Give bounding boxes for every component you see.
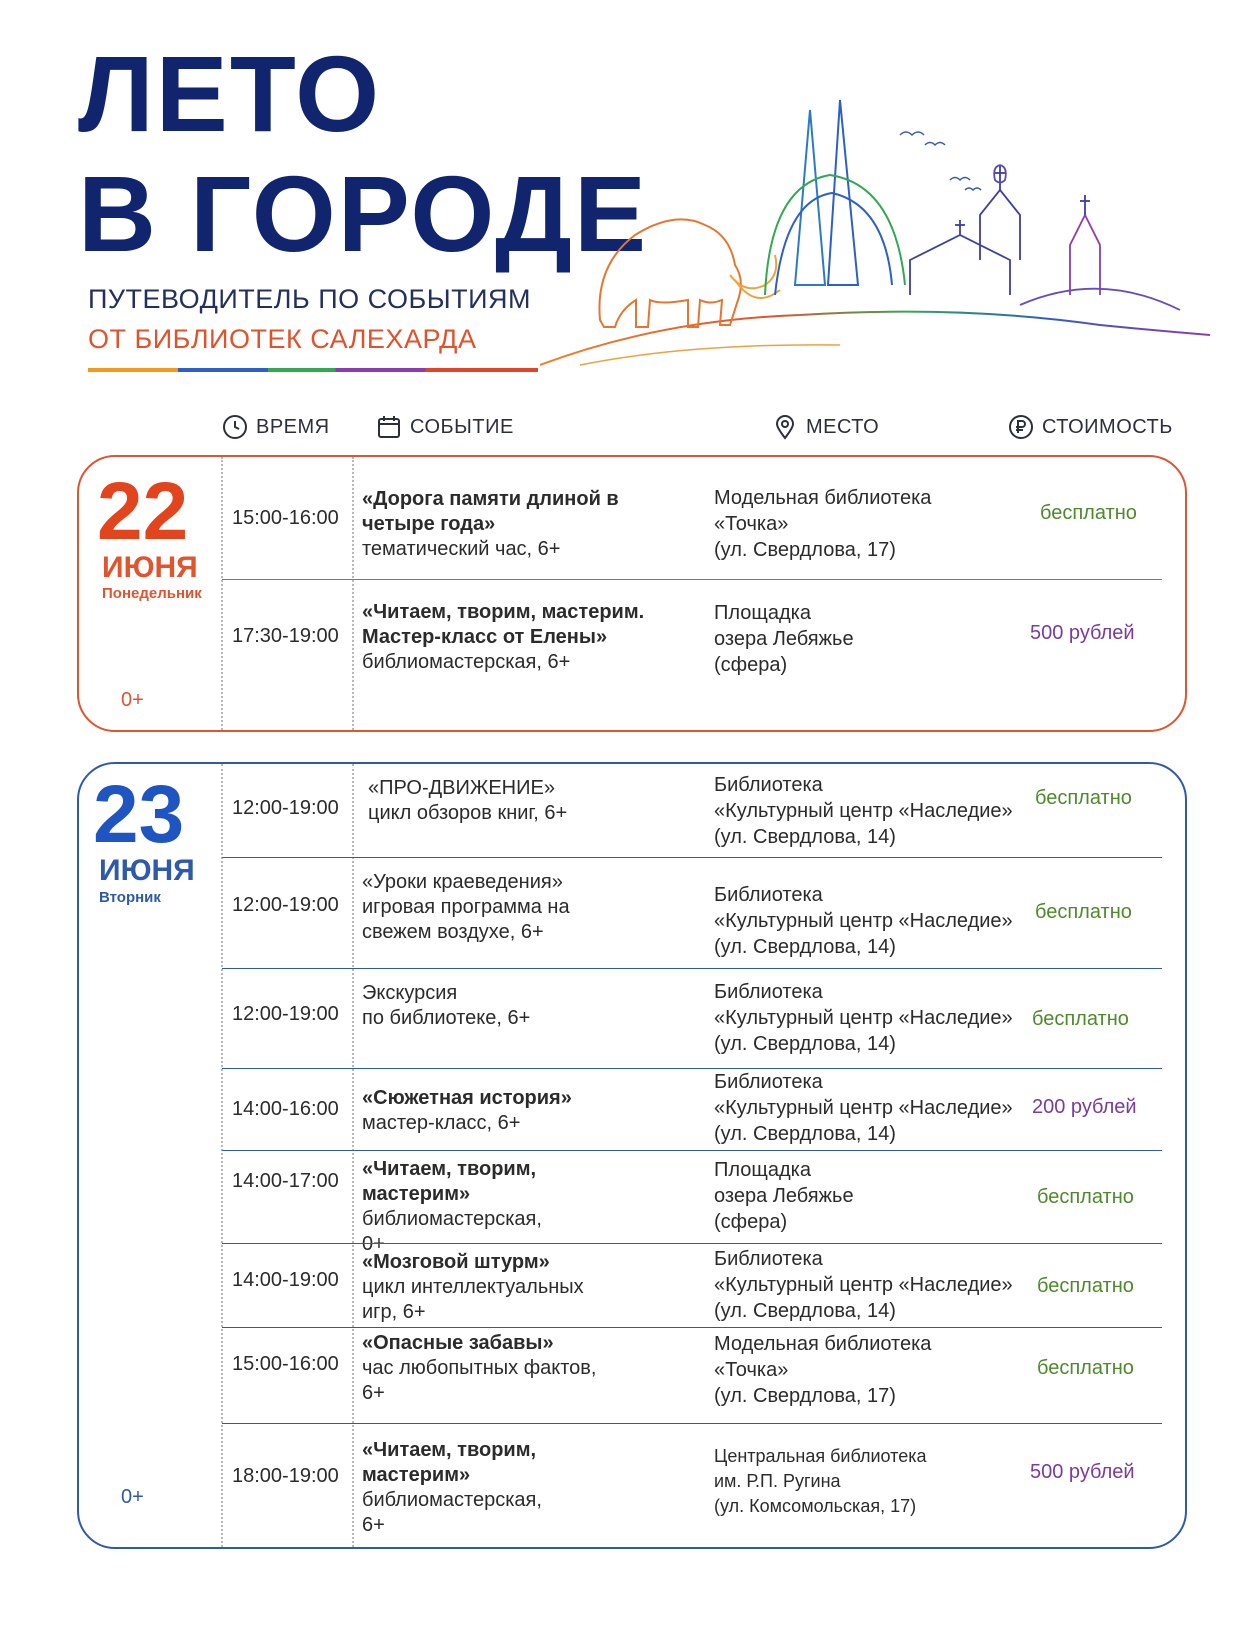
event-place — [714, 1069, 1034, 1147]
place-line: им. Р.П. Ругина — [714, 1471, 841, 1491]
event-time: 14:00-16:00 — [232, 1098, 339, 1120]
event-time: 15:00-16:00 — [232, 1353, 339, 1375]
day-month: ИЮНЯ — [99, 854, 195, 887]
subtitle-guide: ПУТЕВОДИТЕЛЬ ПО СОБЫТИЯМ — [88, 284, 532, 314]
mammoth-icon — [599, 219, 780, 327]
day-month: ИЮНЯ — [102, 551, 198, 584]
calendar-icon — [376, 414, 402, 440]
event-subtitle: час любопытных фактов, 6+ — [362, 1357, 597, 1404]
monument-icon — [765, 100, 905, 295]
poster-title-line2: В ГОРОДЕ — [78, 153, 648, 274]
subtitle-libraries: ОТ БИБЛИОТЕК САЛЕХАРДА — [88, 324, 477, 354]
event-info — [362, 600, 662, 675]
event-title: «Сюжетная история» — [362, 1087, 572, 1109]
event-subtitle: по библиотеке, 6+ — [362, 1007, 531, 1029]
place-line: озера Лебяжье — [714, 1185, 854, 1207]
column-label-event: СОБЫТИЕ — [410, 415, 514, 438]
event-price: 500 рублей — [1030, 1461, 1135, 1483]
event-price: бесплатно — [1040, 502, 1137, 524]
place-line: «Культурный центр «Наследие» — [714, 1274, 1013, 1296]
column-header-event — [376, 414, 514, 440]
place-line: (ул. Комсомольская, 17) — [714, 1496, 917, 1516]
event-subtitle: игровая программа на свежем воздухе, 6+ — [362, 896, 570, 943]
age-rating: 0+ — [121, 1486, 144, 1508]
place-line: Библиотека — [714, 1248, 823, 1270]
place-line: (ул. Свердлова, 14) — [714, 1123, 896, 1145]
event-row — [222, 1244, 1162, 1328]
place-line: «Точка» — [714, 513, 789, 535]
event-row — [222, 580, 1162, 730]
event-subtitle: библиомастерская, 0+ — [362, 1208, 542, 1255]
event-price: бесплатно — [1035, 787, 1132, 809]
place-line: Площадка — [714, 602, 811, 624]
event-info — [362, 981, 562, 1031]
place-line: (сфера) — [714, 654, 788, 676]
event-info — [362, 1157, 552, 1257]
column-header-price — [1008, 414, 1173, 440]
event-place — [714, 882, 1034, 960]
place-line: «Точка» — [714, 1359, 789, 1381]
event-place — [714, 485, 1034, 563]
event-time: 12:00-19:00 — [232, 1003, 339, 1025]
place-line: Библиотека — [714, 884, 823, 906]
event-subtitle: тематический час, 6+ — [362, 538, 561, 560]
event-title: «Опасные забавы» — [362, 1332, 554, 1354]
place-line: (ул. Свердлова, 14) — [714, 1300, 896, 1322]
event-row — [222, 969, 1162, 1069]
day-number: 23 — [93, 769, 185, 860]
event-place — [714, 979, 1034, 1057]
event-subtitle: мастер-класс, 6+ — [362, 1112, 521, 1134]
place-line: Модельная библиотека — [714, 487, 932, 509]
age-rating: 0+ — [121, 689, 144, 711]
event-price: 200 рублей — [1032, 1096, 1137, 1118]
event-title: Экскурсия — [362, 982, 458, 1004]
day-number: 22 — [97, 466, 189, 557]
event-title: «Читаем, творим, мастерим» — [362, 1158, 537, 1205]
event-subtitle: библиомастерская, 6+ — [362, 1489, 542, 1536]
place-line: Библиотека — [714, 1071, 823, 1093]
event-price: 500 рублей — [1030, 622, 1135, 644]
rainbow-underline — [88, 368, 538, 372]
event-title: «Читаем, творим, мастерим» — [362, 1439, 537, 1486]
event-info — [362, 870, 592, 945]
event-row — [222, 1328, 1162, 1424]
event-time: 12:00-19:00 — [232, 797, 339, 819]
event-time: 12:00-19:00 — [232, 894, 339, 916]
event-time: 14:00-19:00 — [232, 1269, 339, 1291]
event-title: «Уроки краеведения» — [362, 871, 563, 893]
place-line: (ул. Свердлова, 17) — [714, 1385, 896, 1407]
place-line: Площадка — [714, 1159, 811, 1181]
city-illustration — [540, 95, 1210, 385]
event-time: 17:30-19:00 — [232, 625, 339, 647]
day-block-june-23 — [77, 762, 1187, 1549]
event-place — [714, 1331, 1034, 1409]
event-row — [222, 858, 1162, 969]
event-time: 15:00-16:00 — [232, 507, 339, 529]
event-row — [222, 1151, 1162, 1255]
place-line: Библиотека — [714, 774, 823, 796]
event-time: 18:00-19:00 — [232, 1465, 339, 1487]
place-line: (ул. Свердлова, 17) — [714, 539, 896, 561]
place-line: озера Лебяжье — [714, 628, 854, 650]
day-block-june-22 — [77, 455, 1187, 732]
event-subtitle: цикл интеллектуальных игр, 6+ — [362, 1276, 584, 1323]
day-weekday: Понедельник — [102, 585, 202, 602]
event-title: «Читаем, творим, мастерим. Мастер-класс от Елены» — [362, 601, 645, 648]
event-title: «Мозговой штурм» — [362, 1251, 550, 1273]
place-line: «Культурный центр «Наследие» — [714, 1007, 1013, 1029]
event-place — [714, 772, 1034, 850]
place-line: (сфера) — [714, 1211, 788, 1233]
event-place — [714, 1444, 1034, 1519]
event-subtitle: цикл обзоров книг, 6+ — [368, 802, 568, 824]
column-label-price: СТОИМОСТЬ — [1042, 415, 1173, 438]
event-info — [362, 487, 622, 562]
birds-icon — [900, 132, 981, 190]
place-line: (ул. Свердлова, 14) — [714, 1033, 896, 1055]
event-info — [362, 1438, 562, 1538]
place-line: «Культурный центр «Наследие» — [714, 1097, 1013, 1119]
event-info — [368, 776, 718, 826]
event-time: 14:00-17:00 — [232, 1170, 339, 1192]
place-line: (ул. Свердлова, 14) — [714, 826, 896, 848]
event-price: бесплатно — [1032, 1008, 1129, 1030]
event-price: бесплатно — [1037, 1357, 1134, 1379]
location-pin-icon — [772, 414, 798, 440]
event-title: «Дорога памяти длиной в четыре года» — [362, 488, 619, 535]
event-place — [714, 600, 1034, 678]
day-weekday: Вторник — [99, 889, 161, 906]
event-price: бесплатно — [1037, 1275, 1134, 1297]
event-price: бесплатно — [1035, 901, 1132, 923]
event-price: бесплатно — [1037, 1186, 1134, 1208]
event-row — [222, 457, 1162, 580]
event-info — [362, 1086, 712, 1136]
place-line: (ул. Свердлова, 14) — [714, 936, 896, 958]
place-line: Модельная библиотека — [714, 1333, 932, 1355]
event-subtitle: библиомастерская, 6+ — [362, 651, 571, 673]
event-info — [362, 1331, 602, 1406]
place-line: «Культурный центр «Наследие» — [714, 910, 1013, 932]
column-header-place — [772, 414, 879, 440]
place-line: «Культурный центр «Наследие» — [714, 800, 1013, 822]
event-row — [222, 764, 1162, 858]
event-info — [362, 1250, 592, 1325]
church-icon — [910, 165, 1180, 310]
ruble-icon — [1008, 414, 1034, 440]
event-row — [222, 1424, 1162, 1544]
event-place — [714, 1157, 1034, 1235]
event-row — [222, 1069, 1162, 1151]
event-title: «ПРО-ДВИЖЕНИЕ» — [368, 777, 555, 799]
place-line: Центральная библиотека — [714, 1446, 927, 1466]
column-label-time: ВРЕМЯ — [256, 415, 330, 438]
place-line: Библиотека — [714, 981, 823, 1003]
clock-icon — [222, 414, 248, 440]
column-label-place: МЕСТО — [806, 415, 880, 438]
poster-title-line1: ЛЕТО — [78, 33, 382, 154]
column-header-time — [222, 414, 330, 440]
event-place — [714, 1246, 1034, 1324]
